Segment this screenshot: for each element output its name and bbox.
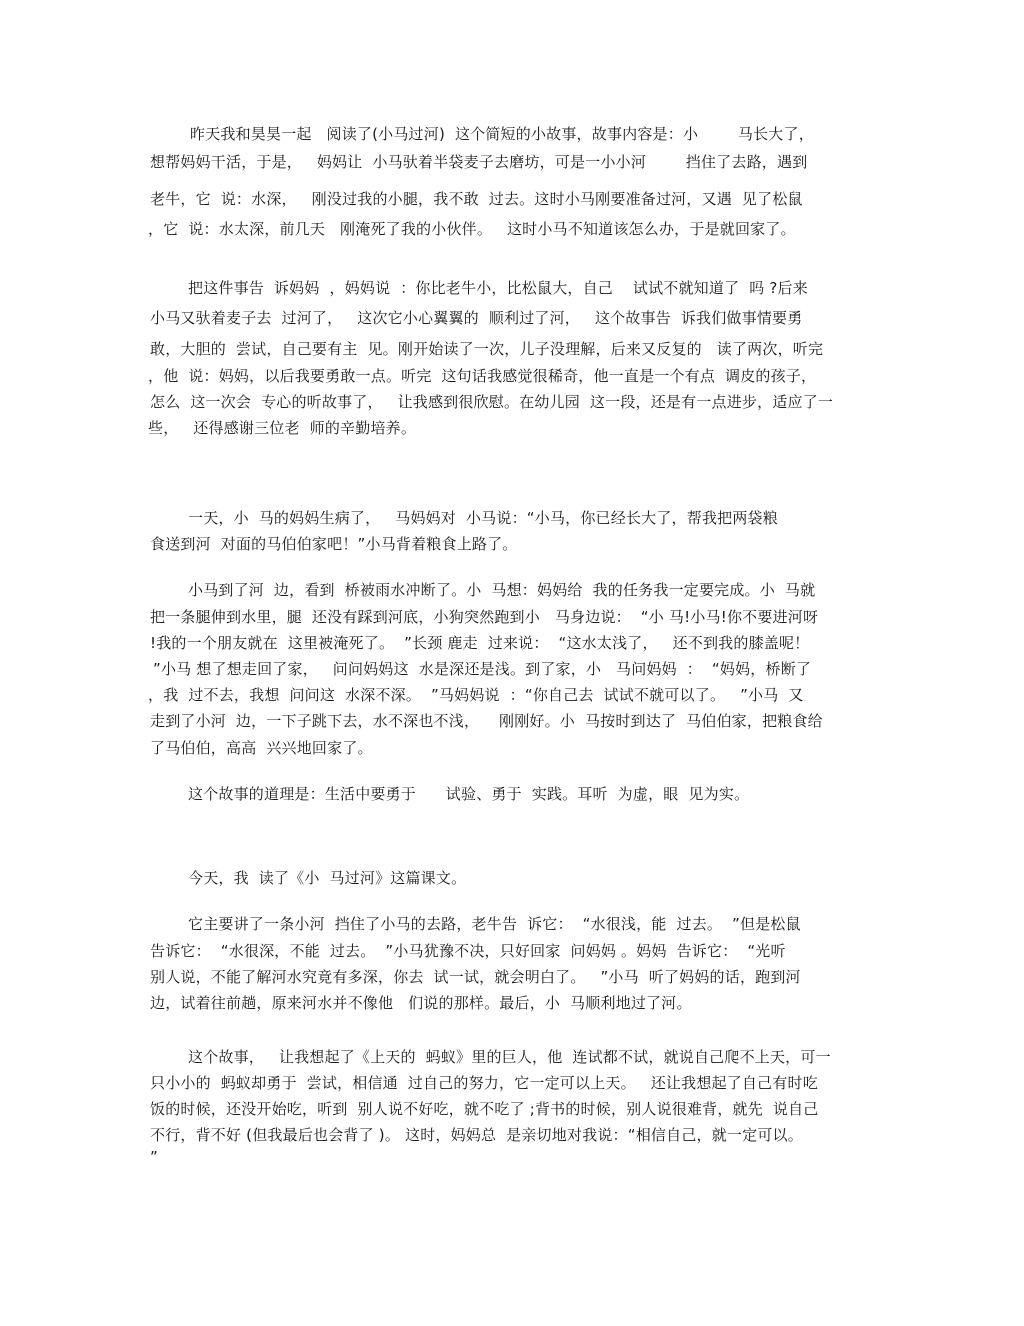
text-line: 老牛，它 说：水深， 刚没过我的小腿，我不敢 过去。这时小马刚要准备过河，又遇 见了松鼠 bbox=[150, 190, 803, 208]
text-line: 昨天我和昊昊一起 阅读了(小马过河) 这个简短的小故事，故事内容是：小 马长大了， bbox=[190, 125, 814, 143]
text-line: 只小小的 蚂蚁却勇于 尝试，相信通 过自己的努力，它一定可以上天。 还让我想起了自己有时吃 bbox=[150, 1074, 818, 1092]
text-line: 敢，大胆的 尝试，自己要有主 见。刚开始读了一次，儿子没理解，后来又反复的 读了两次，听完 bbox=[150, 340, 824, 358]
text-line: 告诉它： “水很深，不能 过去。 ”小马犹豫不决，只好回家 问妈妈 。妈妈 告诉它： “光听 bbox=[150, 942, 786, 960]
text-line: 这个故事的道理是：生活中要勇于 试验、勇于 实践。耳听 为虚，眼 见为实。 bbox=[188, 785, 750, 803]
text-line: ，它 说：水太深，前几天 刚淹死了我的小伙伴。 这时小马不知道该怎么办，于是就回家了。 bbox=[148, 220, 796, 238]
text-line: 饭的时候，还没开始吃，听到 别人说不好吃，就不吃了 ;背书的时候，别人说很难背，就先 说自己 bbox=[150, 1100, 819, 1118]
text-line: 想帮妈妈干活，于是， 妈妈让 小马驮着半袋麦子去磨坊，可是一小小河 挡住了去路，遇到 bbox=[150, 153, 808, 171]
text-line: 别人说，不能了解河水究竟有多深，你去 试一试，就会明白了。 ”小马 听了妈妈的话，跑到河 bbox=[150, 968, 801, 986]
text-line: 把一条腿伸到水里，腿 还没有踩到河底，小狗突然跑到小 马身边说： “小 马!小马!你不要进河呀 bbox=[150, 608, 819, 626]
text-line: 小马到了河 边，看到 桥被雨水冲断了。小 马想：妈妈给 我的任务我一定要完成。小 马就 bbox=[188, 581, 816, 599]
text-line: 它主要讲了一条小河 挡住了小马的去路，老牛告 诉它： “水很浅，能 过去。 ”但是松鼠 bbox=[188, 915, 801, 933]
text-line: 把这件事告 诉妈妈 ，妈妈说 ：你比老牛小，比松鼠大，自己 试试不就知道了 吗 ?后来 bbox=[188, 279, 808, 297]
text-line: !我的一个朋友就在 这里被淹死了。 ”长颈 鹿走 过来说： “这水太浅了， 还不到我的膝盖呢！ bbox=[150, 634, 810, 652]
text-line: 这个故事， 让我想起了《上天的 蚂蚁》里的巨人，他 连试都不试，就说自己爬不上天，可一 bbox=[188, 1048, 831, 1066]
text-line: ”小马 想了想走回了家， 问问妈妈这 水是深还是浅。到了家，小 马问妈妈 ： “妈妈，桥断了 bbox=[148, 660, 812, 678]
text-line: ，他 说：妈妈，以后我要勇敢一点。听完 这句话我感觉很稀奇，他一直是一个有点 调皮的孩子， bbox=[148, 367, 817, 385]
text-line: 今天，我 读了《小 马过河》这篇课文。 bbox=[188, 869, 467, 887]
text-line: 边，试着往前趟，原来河水并不像他 们说的那样。最后，小 马顺利地过了河。 bbox=[150, 994, 692, 1012]
text-line: 些， 还得感谢三位老 师的辛勤培养。 bbox=[148, 419, 417, 437]
text-line: 了马伯伯，高高 兴兴地回家了。 bbox=[150, 739, 373, 757]
text-line: 一天，小 马的妈妈生病了， 马妈妈对 小马说：“小马，你已经长大了，帮我把两袋粮 bbox=[188, 509, 778, 527]
text-line: 不行，背不好 (但我最后也会背了 )。 这时，妈妈总 是亲切地对我说：“相信自己，就一定可以。 bbox=[150, 1126, 803, 1144]
text-line: ” bbox=[150, 1148, 158, 1166]
text-line: 小马又驮着麦子去 过河了， 这次它小心翼翼的 顺利过了河， 这个故事告 诉我们做事情要勇 bbox=[150, 309, 803, 327]
text-line: 怎么 这一次会 专心的听故事了， 让我感到很欣慰。在幼儿园 这一段，还是有一点进步，适应了一 bbox=[150, 393, 834, 411]
text-line: 食送到河 对面的马伯伯家吧！”小马背着粮食上路了。 bbox=[150, 535, 518, 553]
text-line: ，我 过不去，我想 问问这 水深不深。 ”马妈妈说 ：“你自己去 试试不就可以了。 ”小马 又 bbox=[148, 686, 804, 704]
text-line: 走到了小河 边，一下子跳下去，水不深也不浅， 刚刚好。小 马按时到达了 马伯伯家，把粮食给 bbox=[150, 712, 823, 730]
